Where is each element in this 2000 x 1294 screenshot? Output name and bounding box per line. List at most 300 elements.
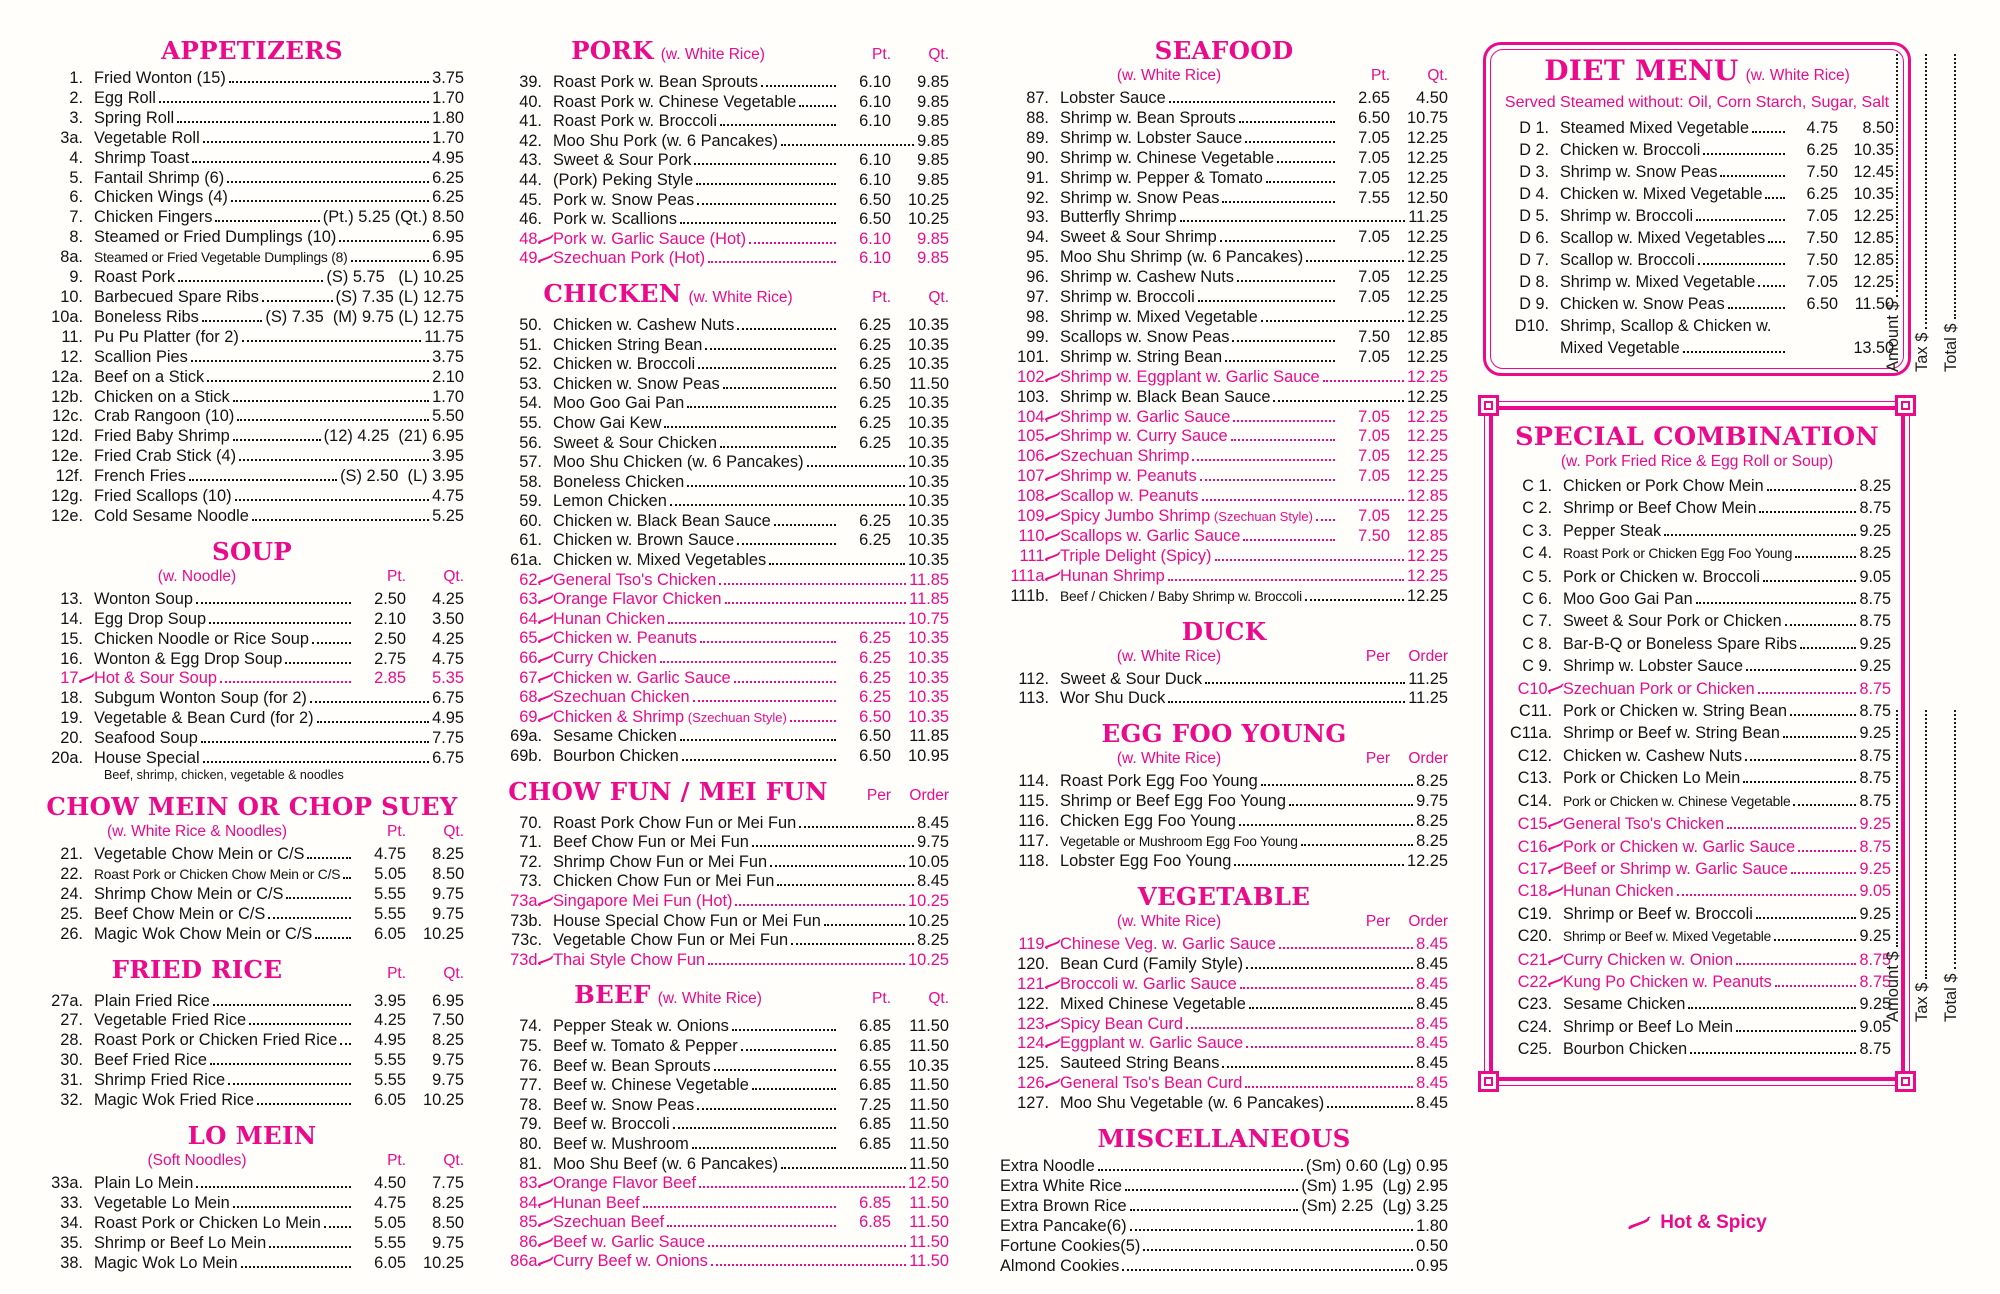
price-quart: 10.75 [1406,108,1448,127]
price-pint: 6.25 [859,649,891,668]
section-title: SOUP [211,536,293,566]
item-name: Egg Drop Soup [94,609,207,628]
dotted-leader [1130,1229,1413,1231]
item-number: 32. [60,1091,83,1110]
menu-item-row [40,447,464,467]
dotted-leader [714,1069,836,1071]
item-number: 98. [1026,307,1049,326]
price-quart: 11.50 [909,1115,949,1134]
item-number: 46. [519,210,542,229]
menu-item-row [497,355,949,375]
menu-item-row [1000,288,1448,308]
item-name: Shrimp w. Lobster Sauce [1060,128,1243,147]
menu-item-row [1000,1237,1448,1257]
menu-item-row [1500,227,1894,249]
item-price: 11.85 [909,590,949,609]
price-column-label: Order [1408,647,1448,665]
menu-item-row [497,571,949,591]
item-number: 118. [1018,852,1049,870]
item-name: Spicy Bean Curd [1060,1014,1183,1033]
item-number: 127. [1017,1094,1049,1113]
item-number: D 1. [1519,119,1549,137]
item-number: 20. [60,729,83,748]
section-title: SPECIAL COMBINATION [1515,422,1879,452]
price-pint: 6.25 [1806,141,1838,159]
item-name: Beef Chow Mein or C/S [94,904,266,923]
item-price: 8.25 [1416,812,1448,831]
dotted-leader [1168,701,1405,703]
item-name: Chicken Egg Foo Young [1060,812,1236,831]
price-quart: 8.50 [1862,119,1894,137]
item-price: 11.25 [1408,208,1448,227]
item-price: 9.25 [1859,859,1891,878]
menu-item-row [40,208,464,228]
dotted-leader [735,904,905,906]
price-column-label: Per [1365,647,1390,665]
menu-item-row [497,531,949,551]
menu-item-row [497,1174,949,1194]
price-pint: 7.05 [1358,168,1390,187]
section-title: LO MEIN [187,1120,317,1150]
dotted-leader [1736,963,1856,965]
item-name: Chicken w. Cashew Nuts [553,315,735,334]
item-number: 104. [1017,407,1049,426]
dotted-leader [1746,669,1857,671]
section-header [1000,36,1448,86]
price-column-label: Qt. [443,964,465,982]
price-pint: 5.55 [374,904,406,923]
dotted-leader [791,943,914,945]
item-price: 6.75 [432,749,464,768]
dotted-leader [343,877,351,879]
dotted-leader [1790,714,1856,716]
dotted-leader [324,1226,351,1228]
menu-item-row [1000,228,1448,248]
dotted-leader [1896,710,1898,947]
item-number: C 5. [1522,567,1552,586]
dotted-leader [1327,1106,1413,1108]
price-column-label: Pt. [872,990,891,1008]
dotted-leader [781,144,914,146]
section-title: CHOW MEIN OR CHOP SUEY [46,792,458,821]
item-number: 66. [519,649,542,668]
dotted-leader [687,406,836,408]
dotted-leader [210,1063,351,1065]
chili-pepper-icon [1044,1078,1061,1089]
item-name: Pork or Chicken w. Chinese Vegetable [1563,793,1791,809]
chili-pepper-icon [1547,954,1564,965]
dotted-leader [1231,439,1335,441]
menu-item-row [1503,566,1891,588]
item-price: 12.25 [1406,387,1448,406]
item-price: 2.10 [432,367,464,386]
item-number: 71. [519,833,542,852]
item-name: Bourbon Chicken [1563,1040,1688,1059]
dotted-leader [1743,781,1856,783]
item-price: 10.25 [907,950,949,969]
item-price: 10.35 [907,472,949,491]
dotted-leader [351,260,430,262]
price-pint: 6.10 [859,229,891,248]
chili-pepper-icon [1044,411,1061,422]
section-header [40,36,464,66]
item-price: 12.25 [1406,586,1448,605]
menu-item-row [1503,588,1891,610]
dotted-leader [725,602,907,604]
price-pint: 7.05 [1358,228,1390,247]
menu-item-row [1000,487,1448,507]
chili-pepper-icon [1547,683,1564,694]
menu-item-row [40,348,464,368]
section-title: DIET MENU [1544,54,1739,87]
dotted-leader [192,161,429,163]
dotted-leader [1279,947,1413,949]
item-name: Shrimp w. Mixed Vegetable [1560,273,1756,291]
item-number: C16. [1517,837,1552,856]
dotted-leader [1703,153,1785,155]
menu-item-row [1503,520,1891,542]
price-quart: 12.45 [1853,163,1894,181]
item-name: Scallop w. Peanuts [1060,487,1199,506]
dotted-leader [781,1167,906,1169]
menu-item-row [1000,1034,1448,1054]
price-quart: 9.75 [432,1051,464,1070]
price-quart: 10.25 [907,190,949,209]
item-number: 99. [1026,327,1049,346]
item-name: Shrimp w. Pepper & Tomato [1060,168,1263,187]
item-number: 3a. [60,128,83,147]
price-pint: 6.25 [859,315,891,334]
menu-item-row [1000,129,1448,149]
item-description: Beef, shrimp, chicken, vegetable & noodles [104,768,344,782]
item-number: 53. [519,374,542,393]
menu-item-row [497,931,949,951]
price-column-label: Pt. [387,1151,407,1169]
price-quart: 10.35 [907,511,949,530]
item-name: Sesame Chicken [553,727,677,746]
price-quart: 9.85 [917,73,949,91]
menu-item-row [40,630,464,650]
dotted-leader [239,459,429,461]
item-price: 7.75 [432,729,464,748]
price-quart: 12.25 [1406,347,1448,366]
price-quart: 10.35 [907,1056,949,1075]
menu-item-row [1500,293,1894,315]
item-name: Beef on a Stick [94,367,205,386]
price-pint: 6.25 [859,531,891,550]
item-price: (Pt.) 5.25 (Qt.) 8.50 [322,208,464,227]
item-name: Shrimp w. Chinese Vegetable [1060,148,1275,167]
menu-item-row [497,669,949,689]
item-name: Moo Shu Chicken (w. 6 Pancakes) [553,453,804,472]
section-header [40,955,464,989]
item-number: 83. [519,1174,542,1193]
section-header [497,777,949,811]
item-price: 11.85 [909,570,949,589]
menu-item-row [497,1135,949,1155]
menu-item-row [1000,1257,1448,1277]
menu-item-row [497,512,949,532]
menu-item-row [1500,117,1894,139]
item-name: Singapore Mei Fun (Hot) [553,891,733,910]
item-number: C15. [1517,815,1552,834]
item-price: 3.75 [432,69,464,87]
item-name: Roast Pork or Chicken Lo Mein [94,1213,321,1232]
menu-item-row [1000,388,1448,408]
menu-item-row [497,171,949,191]
price-quart: 11.50 [909,1036,949,1055]
item-name: Sweet & Sour Pork [553,151,692,170]
price-pint: 6.85 [859,1134,891,1153]
item-price: 0.95 [1416,1256,1448,1275]
item-number: 89. [1026,128,1049,147]
menu-item-row [1000,792,1448,812]
menu-item-row [1000,1015,1448,1035]
dotted-leader [1800,647,1857,649]
price-column-label: Pt. [872,288,892,306]
item-name: Curry Chicken [553,649,657,668]
menu-section-duck [1000,617,1448,710]
item-name: Vegetable Roll [94,128,200,147]
dotted-leader [339,240,429,242]
item-price: 9.25 [1859,724,1891,743]
item-price: 1.70 [432,128,464,147]
item-number: 78. [519,1095,542,1114]
item-number: 103. [1017,387,1049,406]
menu-item-row [1500,271,1894,293]
price-pint: 6.25 [859,511,891,530]
item-number: 40. [519,92,542,111]
item-number: 55. [519,413,542,432]
price-pint: 7.50 [1806,251,1838,269]
section-title: CHICKEN [543,278,682,308]
dotted-leader [1222,1066,1413,1068]
price-pint: 6.25 [859,688,891,707]
dotted-leader [1239,824,1413,826]
item-number: 12e. [51,506,83,525]
item-name: Thai Style Chow Fun [553,950,706,969]
menu-item-row [1000,1054,1448,1074]
menu-section-vegetable [1000,882,1448,1114]
item-name: Chicken Noodle or Rice Soup [94,629,310,648]
price-quart: 12.25 [1406,128,1448,147]
item-name: Chicken w. Garlic Sauce [553,668,731,687]
item-number: 45. [519,190,542,209]
item-price: 4.95 [432,148,464,167]
price-pint: 7.55 [1358,188,1390,207]
section-header [1500,55,1894,114]
menu-item-row [497,747,949,767]
menu-item-row [1000,308,1448,328]
corner-ornament-br [1895,1071,1916,1092]
chili-pepper-icon [1627,1216,1651,1231]
item-name: Plain Fried Rice [94,991,210,1010]
item-name: Vegetable or Mushroom Egg Foo Young [1060,834,1298,850]
item-name: Pork w. Garlic Sauce (Hot) [553,229,747,248]
price-pint: 2.50 [374,629,406,648]
item-number: C18. [1517,882,1552,901]
section-note: (w. White Rice) [657,990,762,1008]
dotted-leader [737,328,836,330]
menu-item-row [1503,813,1891,835]
item-price: 8.25 [1416,832,1448,851]
dotted-leader [227,181,429,183]
menu-item-row [40,109,464,129]
price-quart: 12.25 [1406,427,1448,446]
price-quart: 7.50 [432,1011,464,1030]
dotted-leader [1277,161,1335,163]
item-name: Shrimp w. Eggplant w. Garlic Sauce [1060,367,1320,386]
price-column-label: Pt. [1371,67,1390,84]
item-number: 73b. [510,911,542,930]
price-column-label: Pt. [387,964,407,982]
item-name: Chicken on a Stick [94,387,230,406]
dotted-leader [1192,459,1335,461]
item-number: 30. [60,1051,83,1070]
item-number: 27a. [51,991,83,1010]
item-price: 8.45 [1416,1074,1448,1093]
item-number: 84. [519,1193,542,1212]
section-title: VEGETABLE [1137,881,1311,911]
item-price: 3.95 [432,447,464,466]
menu-item-row [1000,427,1448,447]
dotted-leader [220,681,351,683]
item-price: (Sm) 2.25 (Lg) 3.25 [1301,1196,1448,1215]
price-quart: 8.25 [432,1193,464,1212]
item-name: Broccoli w. Garlic Sauce [1060,974,1237,993]
menu-item-row [497,727,949,747]
price-pint: 4.75 [1806,119,1838,137]
dotted-leader [711,1264,906,1266]
dotted-leader [708,963,905,965]
chili-pepper-icon [537,1217,554,1228]
section-note: (w. White Rice) [660,46,765,63]
item-name: Beef w. Chinese Vegetable [553,1076,749,1095]
menu-section-lo-mein [40,1121,464,1274]
item-number: D 9. [1519,295,1549,313]
item-name: General Tso's Chicken [553,570,717,589]
price-quart: 3.50 [432,609,464,628]
menu-item-row [40,69,464,89]
item-number: 95. [1026,248,1049,267]
menu-item-row [40,709,464,729]
dotted-leader [664,426,836,428]
item-name: Spicy Jumbo Shrimp (Szechuan Style) [1060,507,1313,526]
dotted-leader [215,220,319,222]
section-title: SEAFOOD [1154,36,1294,65]
dotted-leader [268,917,351,919]
section-subtitle: (w. White Rice) [1116,750,1222,768]
menu-section-pork [497,36,949,269]
item-number: 15. [60,629,83,648]
item-number: 107. [1017,467,1049,486]
price-pint: 4.75 [374,1193,406,1212]
price-quart: 12.25 [1406,168,1448,187]
menu-item-row [1503,903,1891,925]
item-name: Extra White Rice [1000,1176,1123,1195]
menu-item-row [497,249,949,269]
hot-spicy-label: Hot & Spicy [1660,1212,1767,1233]
price-quart: 10.25 [422,1253,464,1272]
item-number: C20. [1517,927,1552,946]
section-subtitle: (w. Pork Fried Rice & Egg Roll or Soup) [1560,453,1834,470]
price-column-label: Order [1408,750,1448,768]
item-number: C14. [1517,791,1552,810]
price-quart: 4.25 [432,629,464,648]
item-name: Chicken Wings (4) [94,188,228,207]
receipt-label-total: Total $ [1942,323,1960,372]
dotted-leader [807,465,905,467]
section-title: MISCELLANEOUS [1097,1124,1351,1154]
item-number: 33. [60,1193,83,1212]
chili-pepper-icon [537,653,554,664]
chili-pepper-icon [1044,511,1061,522]
item-name: Sauteed String Beans [1060,1054,1220,1073]
price-quart: 10.35 [907,649,949,668]
dotted-leader [1768,241,1785,243]
item-number: 102. [1017,367,1049,386]
price-pint: 4.75 [374,845,406,863]
item-number: 96. [1026,268,1049,287]
item-name: Hunan Beef [553,1193,640,1212]
item-name: Szechuan Beef [553,1213,665,1232]
dotted-leader [229,81,429,83]
chili-pepper-icon [537,253,554,264]
menu-item-row [40,845,464,865]
item-number: C12. [1517,746,1552,765]
menu-item-row [497,1155,949,1175]
menu-item-row [40,610,464,630]
chili-pepper-icon [1044,531,1061,542]
item-price: 8.25 [1859,544,1891,563]
chili-pepper-icon [1044,372,1061,383]
item-name: Chicken & Shrimp (Szechuan Style) [553,707,787,726]
item-name: Barbecued Spare Ribs [94,287,259,306]
dotted-leader [1198,300,1335,302]
item-name: Bean Curd (Family Style) [1060,954,1244,973]
corner-ornament-tr [1895,395,1916,416]
menu-item-row [497,590,949,610]
menu-item-row [1503,858,1891,880]
menu-item-row [1000,1217,1448,1237]
item-name: Curry Chicken w. Onion [1563,950,1734,969]
price-quart: 8.50 [432,864,465,883]
dotted-leader [1758,285,1785,287]
menu-column-3 [1000,36,1448,1287]
dotted-leader [286,897,351,899]
item-name: Pu Pu Platter (for 2) [94,327,239,346]
item-price: 5.25 [432,506,464,525]
dotted-leader [1759,511,1856,513]
menu-item-row [497,629,949,649]
item-note: (Szechuan Style) [1210,509,1313,525]
dotted-leader [203,761,429,763]
item-name: Hunan Chicken [1563,882,1674,901]
dotted-leader [1225,360,1335,362]
menu-item-row [497,1037,949,1057]
price-quart: 11.50 [909,1134,949,1153]
menu-item-row [1503,971,1891,993]
item-name: Szechuan Chicken [553,688,690,707]
price-quart: 12.25 [1406,467,1448,486]
item-number: 94. [1026,228,1049,247]
item-number: 31. [60,1071,83,1090]
item-price: 8.75 [1859,1040,1891,1059]
item-name: Plain Lo Mein [94,1173,194,1192]
price-quart: 5.35 [432,669,464,688]
menu-item-row [1503,925,1891,948]
item-price: 9.75 [917,833,949,852]
